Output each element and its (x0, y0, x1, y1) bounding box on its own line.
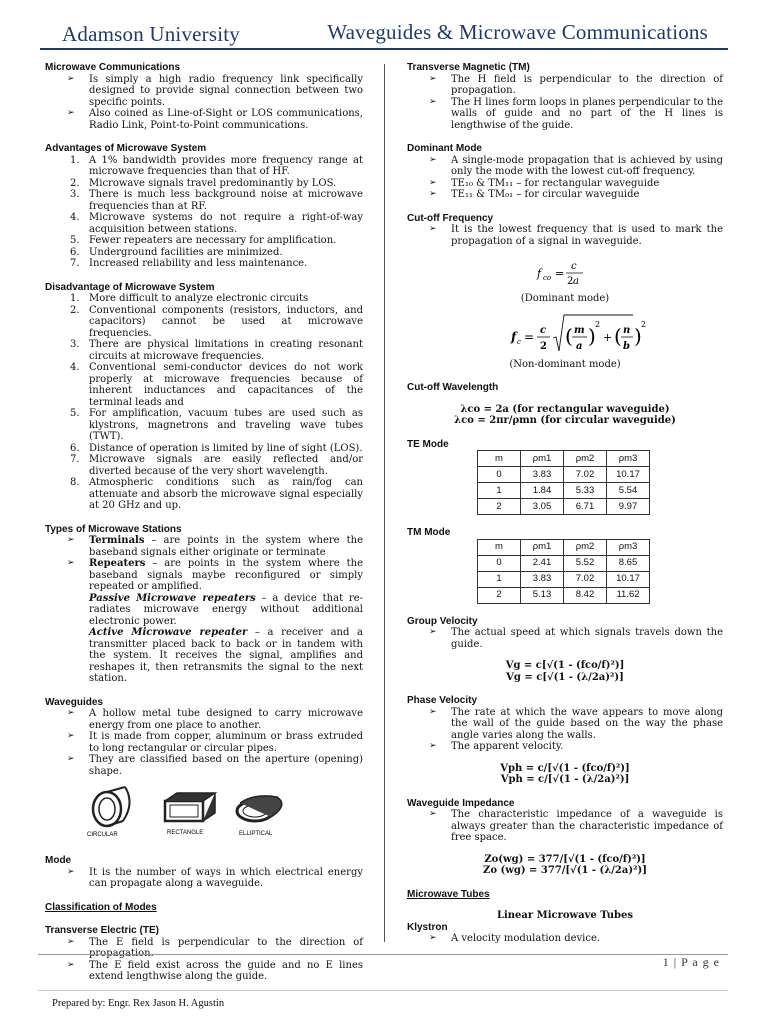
svg-text:(: ( (565, 323, 573, 348)
bullet-list (45, 937, 363, 983)
nondominant-caption: (Non-dominant mode) (509, 358, 621, 370)
right-column (407, 62, 723, 945)
svg-text:c: c (571, 261, 577, 272)
list-item: 1. A 1% bandwidth provides more frequency range at microwave frequencies than that of HF. (70, 154, 363, 177)
section-title: Phase Velocity (407, 695, 478, 706)
te-mode-table (477, 450, 650, 515)
svg-text:+: + (603, 330, 613, 344)
table-cell: 1 (478, 571, 521, 587)
page-number: 1 | P a g e (662, 955, 720, 969)
svg-text:): ) (588, 323, 596, 348)
svg-text:2: 2 (595, 319, 601, 329)
bullet-list (407, 707, 723, 753)
formula-line: Zo(wg) = 377/[√(1 - (fco/f)²)] (484, 853, 646, 865)
section-title: Transverse Magnetic (TM) (407, 62, 530, 73)
list-item: ➢ Is simply a high radio frequency link specifically designed to provide signal connection between two specific points. (45, 74, 363, 109)
footer-divider (38, 990, 728, 991)
table-row (478, 499, 650, 515)
nondominant-formula (407, 311, 723, 359)
section-title: Disadvantage of Microwave System (45, 281, 215, 293)
shape-label: RECTANGLE (167, 830, 204, 836)
list-item: 7. Increased reliability and less maintenance. (70, 258, 308, 269)
section-title: Cut-off Wavelength (407, 382, 499, 393)
section-title: Types of Microwave Stations (45, 523, 182, 535)
table-cell: 3.83 (521, 467, 564, 483)
formula-line: Vph = c/[√(1 - (λ/2a)²)] (500, 774, 630, 785)
table-cell: 2 (478, 587, 521, 603)
bullet-list (407, 809, 723, 844)
list-item: ➢ The H lines form loops in planes perpendicular to the walls of guide and no part of the H lines is lengthwise of the guide. (407, 97, 723, 132)
table-cell: 10.17 (607, 467, 650, 483)
section-title: Waveguides (45, 696, 103, 708)
section-title: Mode (45, 855, 72, 866)
bullet-list (45, 535, 363, 593)
section-title: Classification of Modes (45, 901, 157, 913)
table-cell: 2 (478, 499, 521, 515)
table-cell: 10.17 (607, 571, 650, 587)
prepared-by: Prepared by: Engr. Rex Jason H. Agustin (52, 998, 225, 1009)
numbered-list (45, 155, 363, 270)
list-item: ➢ The E field is perpendicular to the direction of propagation. (45, 937, 363, 960)
table-cell: 5.33 (564, 483, 607, 499)
list-item: ➢ A single-mode propagation that is achieved by using only the mode with the lowest cut-off frequency. (407, 155, 723, 178)
dominant-caption: (Dominant mode) (520, 293, 610, 304)
svg-text:a: a (576, 340, 583, 352)
shape-label: ELLIPTICAL (239, 831, 273, 837)
bullet-list (407, 224, 723, 247)
left-column (45, 62, 363, 983)
list-item: 7. Microwave signals are easily reflected and/or diverted because of the very short wavelength. (70, 454, 363, 477)
svg-text:2: 2 (540, 340, 547, 352)
section-title: Dominant Mode (407, 143, 482, 154)
list-item: ➢ TE₁₁ & TM₀₁ – for circular waveguide (407, 189, 723, 201)
list-item: 5. Fewer repeaters are necessary for amplification. (70, 235, 337, 246)
table-cell: m (478, 451, 521, 467)
bullet-list (45, 708, 363, 777)
bullet-list (407, 74, 723, 132)
list-item: ➢ It is the lowest frequency that is used to mark the propagation of a signal in waveguide. (407, 224, 723, 247)
svg-text:): ) (634, 323, 642, 348)
section-title: Transverse Electric (TE) (45, 925, 159, 936)
table-cell: 8.42 (564, 587, 607, 603)
university-title: Adamson University (62, 22, 240, 46)
list-item: ➢ The actual speed at which signals travels down the guide. (407, 627, 723, 650)
list-item: 2. Microwave signals travel predominantly by LOS. (70, 177, 337, 189)
table-header-row (478, 451, 650, 467)
table-cell: 0 (478, 555, 521, 571)
list-item: ➢ TE₁₀ & TM₁₁ – for rectangular waveguide (407, 178, 723, 190)
svg-text:=: = (524, 329, 535, 344)
table-cell: 7.02 (564, 571, 607, 587)
column-divider (384, 64, 385, 942)
bullet-list (45, 74, 363, 132)
table-cell: 3.83 (521, 571, 564, 587)
svg-text:c: c (540, 324, 547, 336)
svg-text:=: = (555, 267, 565, 280)
table-header-row (478, 539, 650, 555)
section-title: Cut-off Frequency (407, 212, 494, 224)
list-item: 6. Underground facilities are minimized. (70, 246, 283, 258)
table-cell: 5.13 (521, 587, 564, 603)
formula-line: λco = 2πr/ρmn (for circular waveguide) (454, 415, 676, 426)
svg-text:f: f (511, 329, 517, 344)
list-item: 5. For amplification, vacuum tubes are used such as klystrons, magnetrons and traveling wave tubes (TWT). (70, 408, 363, 442)
table-cell: 0 (478, 467, 521, 483)
bullet-list (407, 933, 723, 945)
waveguide-shapes-figure (45, 783, 363, 843)
table-cell: 6.71 (564, 499, 607, 515)
list-item: 6. Distance of operation is limited by line of sight (LOS). (70, 442, 363, 454)
bullet-list (45, 867, 363, 890)
formula-line: Vg = c[√(1 - (fco/f)²)] (505, 660, 625, 671)
svg-text:b: b (623, 340, 630, 352)
list-item: 4. Microwave systems do not require a right-of-way acquisition between stations. (70, 212, 363, 235)
section-title: Group Velocity (407, 615, 478, 627)
formula-line: Zo (wg) = 377/[√(1 - (λ/2a)²)] (483, 865, 647, 876)
list-item: ➢ They are classified based on the aperture (opening) shape. (45, 754, 363, 777)
table-row (478, 571, 650, 587)
table-row (478, 587, 650, 603)
passive-repeater-text: Passive Microwave repeaters – a device that re-radiates microwave energy without additional electronic power. (89, 592, 363, 627)
table-row (478, 483, 650, 499)
list-item: ➢ Also coined as Line-of-Sight or LOS communications, Radio Link, Point-to-Point communications. (45, 108, 363, 131)
formula-fc-svg (407, 311, 723, 359)
table-cell: 1.84 (521, 483, 564, 499)
tm-mode-table (477, 539, 650, 604)
dominant-formula (407, 253, 723, 293)
table-cell: 3.05 (521, 499, 564, 515)
circular-waveguide-shape (93, 787, 130, 826)
svg-text:m: m (574, 324, 585, 336)
table-cell: ρm3 (607, 451, 650, 467)
section-title: Advantages of Microwave System (45, 143, 207, 154)
svg-text:f: f (537, 267, 542, 280)
section-title: TE Mode (407, 438, 449, 450)
table-cell: m (478, 539, 521, 555)
section-title: Waveguide Impedance (407, 797, 515, 809)
list-item: 3. There is much less background noise at microwave frequencies than at RF. (70, 189, 363, 212)
subsection-title: Linear Microwave Tubes (496, 910, 634, 921)
list-item: ➢ Repeaters – are points in the system where the baseband signals maybe reconfigured or simply repeated or amplified. (45, 558, 363, 593)
table-cell: 5.54 (607, 483, 650, 499)
table-cell: 9.97 (607, 499, 650, 515)
list-item: ➢ The apparent velocity. (407, 741, 723, 753)
list-item: ➢ The H field is perpendicular to the direction of propagation. (407, 74, 723, 97)
table-cell: 5.52 (564, 555, 607, 571)
list-item: ➢ A velocity modulation device. (407, 933, 723, 945)
bullet-list (407, 155, 723, 201)
list-item: ➢ The E field exist across the guide and no E lines extend lengthwise along the guide. (45, 960, 363, 983)
table-cell: 2.41 (521, 555, 564, 571)
list-item: ➢ The characteristic impedance of a waveguide is always greater than the characteristic impedance of free space. (407, 809, 723, 844)
section-title: Microwave Tubes (407, 888, 490, 900)
course-title: Waveguides & Microwave Communications (327, 20, 708, 44)
svg-text:n: n (623, 324, 631, 336)
shape-label: CIRCULAR (87, 832, 118, 838)
list-item: ➢ Terminals – are points in the system where the baseband signals either originate or terminate (45, 535, 363, 558)
section-title: Microwave Communications (45, 62, 181, 73)
table-cell: ρm1 (521, 539, 564, 555)
bullet-list (407, 627, 723, 650)
list-item: 4. Conventional semi-conductor devices do not work properly at microwave frequencies because of inherent inductances and capacitances of the terminal leads and (70, 362, 363, 408)
table-cell: 8.65 (607, 555, 650, 571)
table-cell: ρm2 (564, 451, 607, 467)
page-header (38, 18, 730, 48)
svg-text:co: co (543, 274, 552, 282)
table-cell: 7.02 (564, 467, 607, 483)
list-item: 8. Atmospheric conditions such as rain/fog can attenuate and absorb the microwave signal especially at 20 GHz and up. (70, 477, 363, 511)
table-cell: ρm1 (521, 451, 564, 467)
list-item: ➢ A hollow metal tube designed to carry microwave energy from one place to another. (45, 708, 363, 731)
list-item: 1. More difficult to analyze electronic circuits (70, 293, 309, 304)
active-repeater-text: Active Microwave repeater – a receiver and a transmitter placed back to back or in tandem with the system. It receives the signal, amplifies and reshapes it, then retransmits the signal to the next station. (89, 627, 363, 684)
svg-text:2: 2 (641, 319, 647, 329)
section-title: Klystron (407, 921, 448, 933)
footer-rule (38, 954, 728, 955)
svg-text:c: c (517, 337, 521, 346)
table-cell: 1 (478, 483, 521, 499)
svg-text:2: 2 (567, 276, 574, 287)
rectangular-waveguide-shape (165, 793, 215, 821)
numbered-list (45, 293, 363, 512)
formula-line: Vg = c[√(1 - (λ/2a)²)] (506, 671, 624, 683)
table-cell: 11.62 (607, 587, 650, 603)
waveguide-shapes-svg (45, 783, 363, 843)
elliptical-waveguide-shape (237, 796, 282, 821)
list-item: ➢ It is the number of ways in which electrical energy can propagate along a waveguide. (45, 867, 363, 890)
formula-fco-svg (407, 253, 723, 293)
table-cell: ρm2 (564, 539, 607, 555)
list-item: ➢ The rate at which the wave appears to move along the wall of the guide based on the way the phase angle varies along the walls. (407, 707, 723, 742)
formula-line: λco = 2a (for rectangular waveguide) (460, 403, 670, 415)
list-item: 3. There are physical limitations in creating resonant circuits at microwave frequencies. (70, 339, 363, 362)
svg-text:(: ( (614, 323, 622, 348)
formula-line: Vph = c/[√(1 - (fco/f)²)] (500, 762, 630, 774)
table-row (478, 467, 650, 483)
table-row (478, 555, 650, 571)
list-item: ➢ It is made from copper, aluminum or brass extruded to long rectangular or circular pipes. (45, 731, 363, 754)
header-rule (40, 48, 728, 50)
svg-text:a: a (573, 276, 579, 287)
section-title: TM Mode (407, 527, 451, 538)
table-cell: ρm3 (607, 539, 650, 555)
list-item: 2. Conventional components (resistors, inductors, and capacitors) cannot be used at microwave frequencies. (70, 304, 363, 339)
